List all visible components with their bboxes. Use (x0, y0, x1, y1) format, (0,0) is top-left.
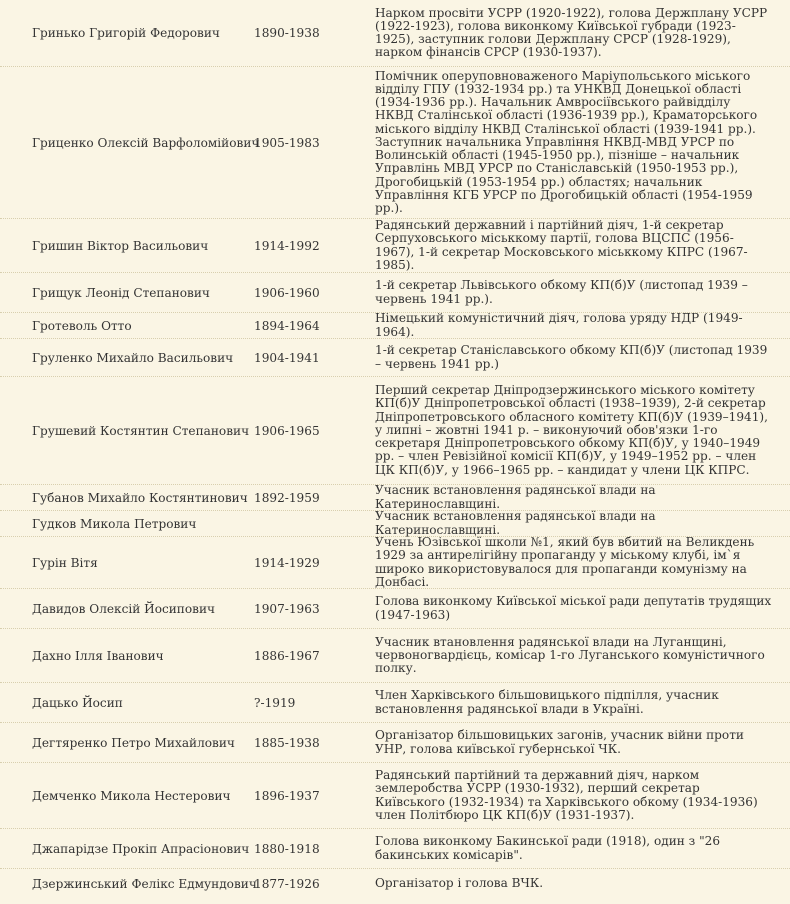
person-name: Дацько Йосип (32, 695, 123, 710)
person-name: Гурін Вітя (32, 555, 98, 570)
table-row (0, 485, 790, 511)
person-bio: Учасник встановлення радянської влади на Катеринославщині. (375, 483, 656, 511)
table-row (0, 589, 790, 629)
table-row (0, 829, 790, 869)
person-name: Дахно Ілля Іванович (32, 648, 164, 663)
person-bio: Голова виконкому Бакинської ради (1918), один з "26 бакинських комісарів". (375, 834, 721, 862)
person-name: Гриценко Олексій Варфоломійович (32, 135, 260, 150)
person-name: Дзержинський Фелікс Едмундович (32, 877, 257, 891)
table-row (0, 723, 790, 763)
person-years: 1914-1992 (254, 238, 320, 253)
person-name: Гротеволь Отто (32, 318, 132, 333)
person-name: Гришин Віктор Васильович (32, 238, 209, 253)
person-bio: 1-й секретар Станіславського обкому КП(б)У (листопад 1939 – червень 1941 рр.) (375, 343, 768, 371)
person-years: 1905-1983 (254, 135, 320, 150)
table-row (0, 219, 790, 273)
person-name: Груленко Михайло Васильович (32, 350, 234, 365)
person-years: 1885-1938 (254, 735, 320, 750)
person-bio: Учасник встановлення радянської влади на Катеринославщині. (375, 509, 656, 537)
person-years: 1906-1965 (254, 423, 320, 438)
person-years: 1890-1938 (254, 26, 320, 40)
person-bio: Помічник оперуповноваженого Маріупольського міського відділу ГПУ (1932-1934 рр.) та УНКВД Донецької області (1934-1936 рр.). Начальник Амвросіївського райвідділу НКВД Сталінської області (1936-1939 рр.), Краматорського міського відділу НКВД Сталінської області (1939-1941 рр.). Заступник начальника Управління НКВД-МВД УРСР по Волинській області (1945-1950 рр.), пізніше – начальник Управлінь МВД УРСР по Станіславській (1950-1953 рр.), Дрогобицькій (1953-1954 рр.) областях; начальник Управління КГБ УРСР по Дрогобицькій області (1954-1959 рр.). (375, 68, 758, 215)
table-row (0, 0, 790, 67)
person-years: 1877-1926 (254, 877, 320, 891)
person-name: Грушевий Костянтин Степанович (32, 423, 250, 438)
person-bio: Перший секретар Дніпродзержинського міського комітету КП(б)У Дніпропетровської області (1938–1939), 2-й секретар Дніпропетровського обласного комітету КП(б)У (1939–1941), у липні – жовтні 1941 р. – виконуючий обов'язки 1-го секретаря Дніпропетровського обкому КП(б)У, у 1940–1949 рр. – член Ревізійної комісії КП(б)У, у 1949–1952 рр. – член ЦК КП(б)У, у 1966–1965 рр. – кандидат у члени ЦК КПРС. (375, 383, 768, 477)
person-name: Демченко Микола Нестерович (32, 788, 231, 803)
person-bio: Організатор більшовицьких загонів, учасник війни проти УНР, голова київської губернської ЧК. (375, 728, 744, 756)
person-bio: Учень Юзівської школи №1, який був вбитий на Великдень 1929 за антирелігійну пропаганду у міському клубі, ім`я широко використовувалося для пропаганди комунізму на Донбасі. (375, 535, 755, 589)
table-row (0, 313, 790, 339)
table-row (0, 763, 790, 829)
person-bio: Радянський партійний та державний діяч, нарком землеробства УСРР (1930-1932), перший секретар Київського (1932-1934) та Харківського обкому (1934-1936) член Політбюро ЦК КП(б)У (1931-1937). (375, 768, 758, 822)
person-bio: Організатор і голова ВЧК. (375, 876, 544, 891)
person-years: 1904-1941 (254, 350, 320, 365)
person-bio: Член Харківського більшовицького підпілля, учасник встановлення радянської влади в Україні. (375, 688, 719, 716)
person-bio: Нарком просвіти УСРР (1920-1922), голова Держплану УСРР (1922-1923), голова виконкому Київської губради (1923-1925), заступник голови Держплану СРСР (1928-1929), нарком фінансів СРСР (1930-1937). (375, 5, 768, 60)
person-name: Джапарідзе Прокіп Апрасіонович (32, 841, 250, 856)
table-row (0, 511, 790, 537)
person-bio: Голова виконкому Київської міської ради депутатів трудящих (1947-1963) (375, 594, 772, 622)
table-row (0, 537, 790, 589)
person-bio: Німецький комуністичний діяч, голова уряду НДР (1949-1964). (375, 311, 743, 339)
table-row (0, 869, 790, 899)
table-row (0, 339, 790, 377)
person-years: 1894-1964 (254, 318, 320, 333)
person-name: Губанов Михайло Костянтинович (32, 490, 248, 505)
person-years: 1896-1937 (254, 788, 320, 803)
person-years: 1914-1929 (254, 555, 320, 570)
person-years: 1880-1918 (254, 841, 320, 856)
person-name: Давидов Олексій Йосипович (32, 601, 216, 616)
person-years: 1886-1967 (254, 648, 320, 663)
person-name: Гудков Микола Петрович (32, 516, 197, 531)
table-row (0, 629, 790, 683)
person-bio: Радянський державний і партійний діяч, 1-й секретар Серпуховського міськкому партії, голова ВЦСПС (1956-1967), 1-й секретар Московського міськкому КПРС (1967-1985). (375, 218, 748, 272)
person-years: ?-1919 (254, 695, 296, 710)
table-row (0, 67, 790, 219)
person-bio: Учасник втановлення радянської влади на Луганщині, червоногвардієць, комісар 1-го Луганського комуністичного полку. (375, 634, 765, 676)
person-years: 1892-1959 (254, 490, 320, 505)
person-years: 1906-1960 (254, 285, 320, 300)
table-row (0, 377, 790, 485)
person-years: 1907-1963 (254, 601, 320, 616)
person-name: Грищук Леонід Степанович (32, 285, 210, 300)
person-name: Гринько Григорій Федорович (32, 26, 220, 40)
person-name: Дегтяренко Петро Михайлович (32, 735, 235, 750)
table-row (0, 683, 790, 723)
table-row (0, 273, 790, 313)
person-bio: 1-й секретар Львівського обкому КП(б)У (листопад 1939 – червень 1941 рр.). (375, 278, 748, 306)
